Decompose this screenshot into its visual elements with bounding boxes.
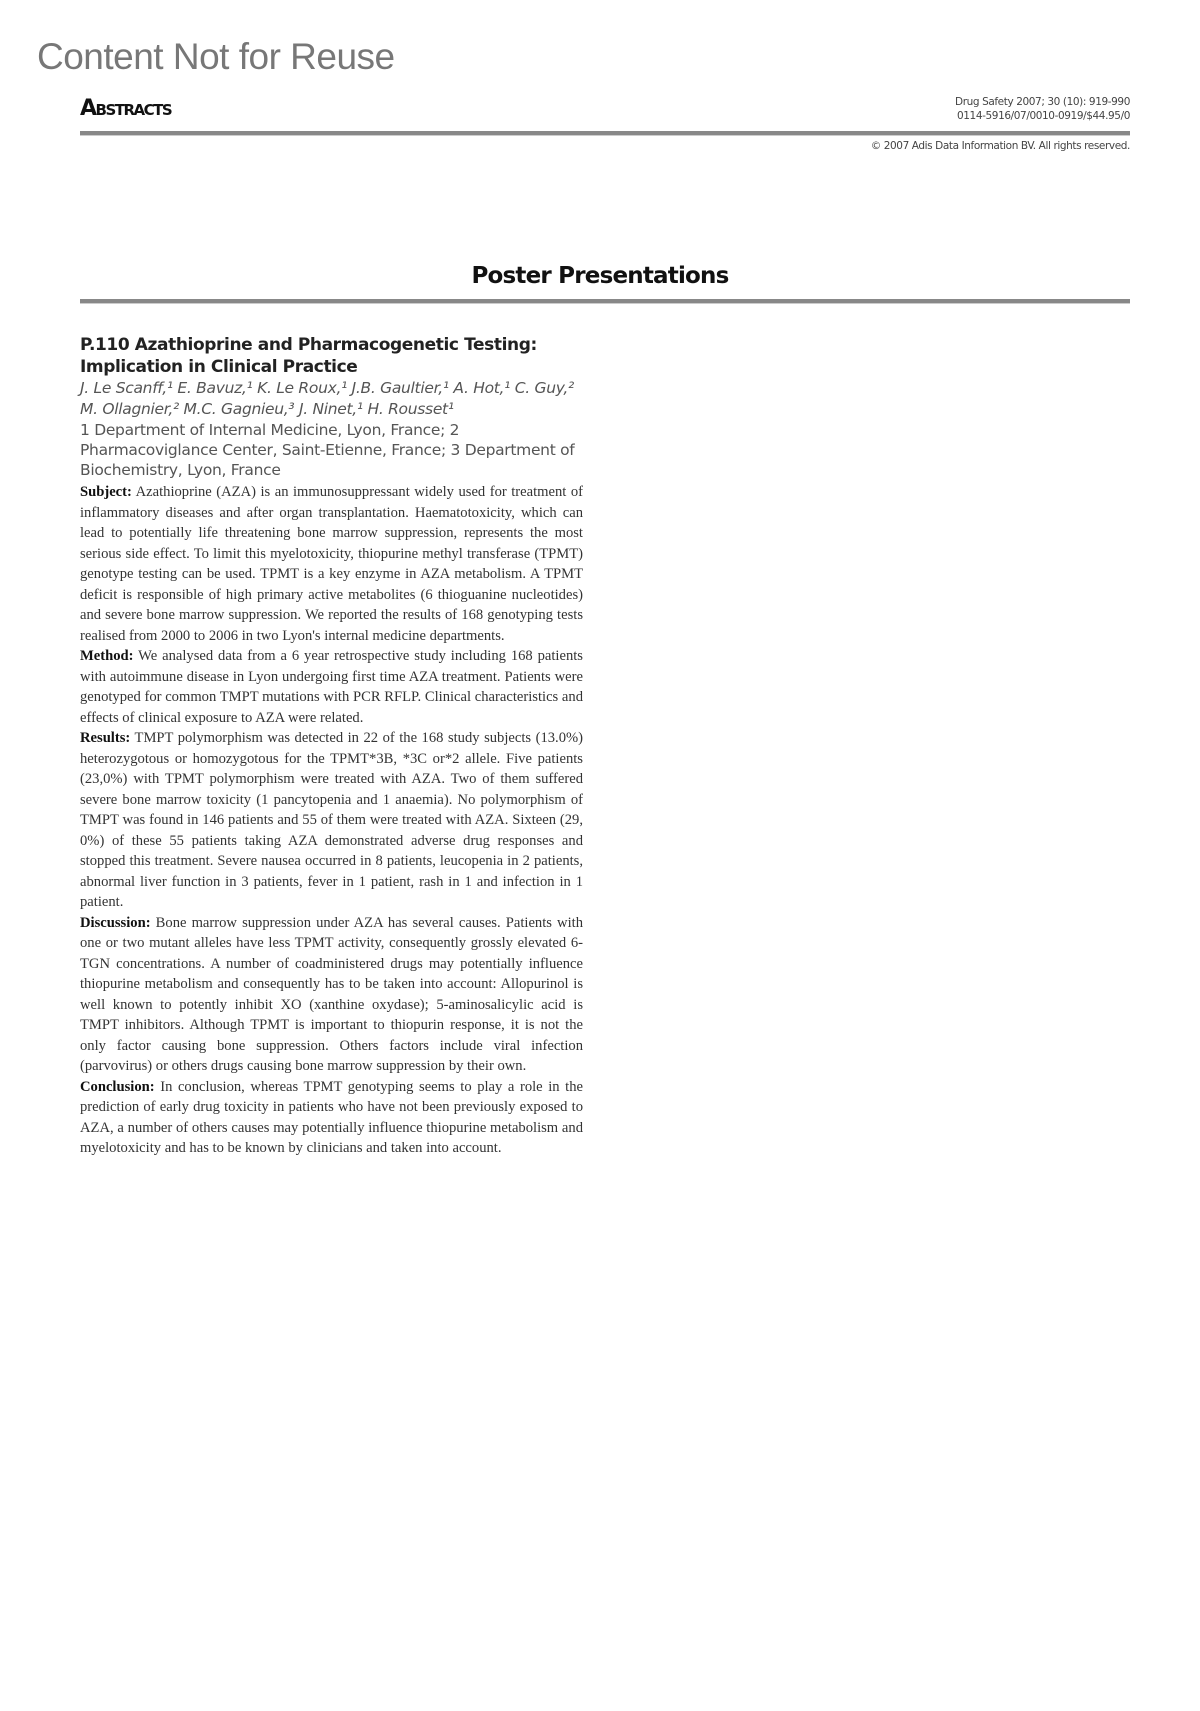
results-label: Results: <box>80 730 131 746</box>
method-paragraph <box>80 646 583 728</box>
method-text: We analysed data from a 6 year retrospective study including 168 patients with autoimmune disease in Lyon undergoing first time AZA treatment. Patients were genotyped for common TMPT mutations with PCR RFLP. Clinical characteristics and effects of clinical exposure to AZA were related. <box>80 648 583 726</box>
copyright: © 2007 Adis Data Information BV. All rights reserved. <box>870 140 1130 152</box>
subject-text: Azathioprine (AZA) is an immunosuppressant widely used for treatment of inflammatory diseases and after organ transplantation. Haematotoxicity, which can lead to potentially life threatening bone marrow suppression, represents the most serious side effect. To limit this myelotoxicity, thiopurine methyl transferase (TPMT) genotype testing can be used. TPMT is a key enzyme in AZA metabolism. A TPMT deficit is responsible of high primary active metabolites (6 thioguanine nucleotides) and severe bone marrow suppression. We reported the results of 168 genotyping tests realised from 2000 to 2006 in two Lyon's internal medicine departments. <box>80 484 584 644</box>
discussion-text: Bone marrow suppression under AZA has several causes. Patients with one or two mutant alleles have less TPMT activity, consequently grossly elevated 6-TGN concentrations. A number of coadministered drugs may potentially influence thiopurine metabolism and consequently has to be taken into account: Allopurinol is well known to potently inhibit XO (xanthine oxydase); 5-aminosalicylic acid is TMPT inhibitors. Although TPMT is important to thiopurin response, it is not the only factor causing bone suppression. Others factors include viral infection (parvovirus) or others drugs causing bone marrow suppression by their own. <box>80 914 583 1074</box>
section-title: Poster Presentations <box>471 263 729 289</box>
journal-issn: 0114-5916/07/0010-0919/$44.95/0 <box>957 110 1130 122</box>
subject-paragraph <box>80 482 583 646</box>
conclusion-label: Conclusion: <box>80 1078 155 1095</box>
subject-label: Subject: <box>80 484 132 500</box>
authors: J. Le Scanff,¹ E. Bavuz,¹ K. Le Roux,¹ J.B. Gaultier,¹ A. Hot,¹ C. Guy,² M. Ollagnier,² M.C. Gagnieu,³ J. Ninet,¹ H. Rousset¹ <box>80 379 574 418</box>
journal-citation: Drug Safety 2007; 30 (10): 919-990 <box>955 96 1130 108</box>
section-rule <box>80 299 1130 304</box>
header-rule <box>80 131 1130 136</box>
watermark: Content Not for Reuse <box>37 36 395 77</box>
section-header: Abstracts <box>80 96 172 121</box>
abstract-title: P.110 Azathioprine and Pharmacogenetic Testing: Implication in Clinical Practice <box>80 335 537 377</box>
journal-info <box>955 95 1130 123</box>
results-text: TMPT polymorphism was detected in 22 of the 168 study subjects (13.0%) heterozygotous or homozygotous for the TPMT*3B, *3C or*2 allele. Five patients (23,0%) with TPMT polymorphism were treated with AZA. Two of them suffered severe bone marrow toxicity (1 pancytopenia and 1 anaemia). No polymorphism of TMPT was found in 146 patients and 55 of them were treated with AZA. Sixteen (29, 0%) of these 55 patients taking AZA demonstrated adverse drug responses and stopped this treatment. Severe nausea occurred in 8 patients, leucopenia in 2 patients, abnormal liver function in 3 patients, fever in 1 patient, rash in 1 and infection in 1 patient. <box>80 730 584 910</box>
discussion-paragraph <box>80 913 583 1077</box>
affiliations: 1 Department of Internal Medicine, Lyon, France; 2 Pharmacoviglance Center, Saint-Etienne, France; 3 Department of Biochemistry, Lyon, France <box>80 421 575 479</box>
conclusion-text: In conclusion, whereas TPMT genotyping seems to play a role in the prediction of early drug toxicity in patients who have not been previously exposed to AZA, a number of others causes may potentially influence thiopurine metabolism and myelotoxicity and has to be known by clinicians and taken into account. <box>80 1078 583 1156</box>
results-paragraph <box>80 728 583 913</box>
discussion-label: Discussion: <box>80 914 151 931</box>
abstract <box>80 334 583 1159</box>
conclusion-paragraph <box>80 1077 583 1159</box>
method-label: Method: <box>80 648 134 664</box>
